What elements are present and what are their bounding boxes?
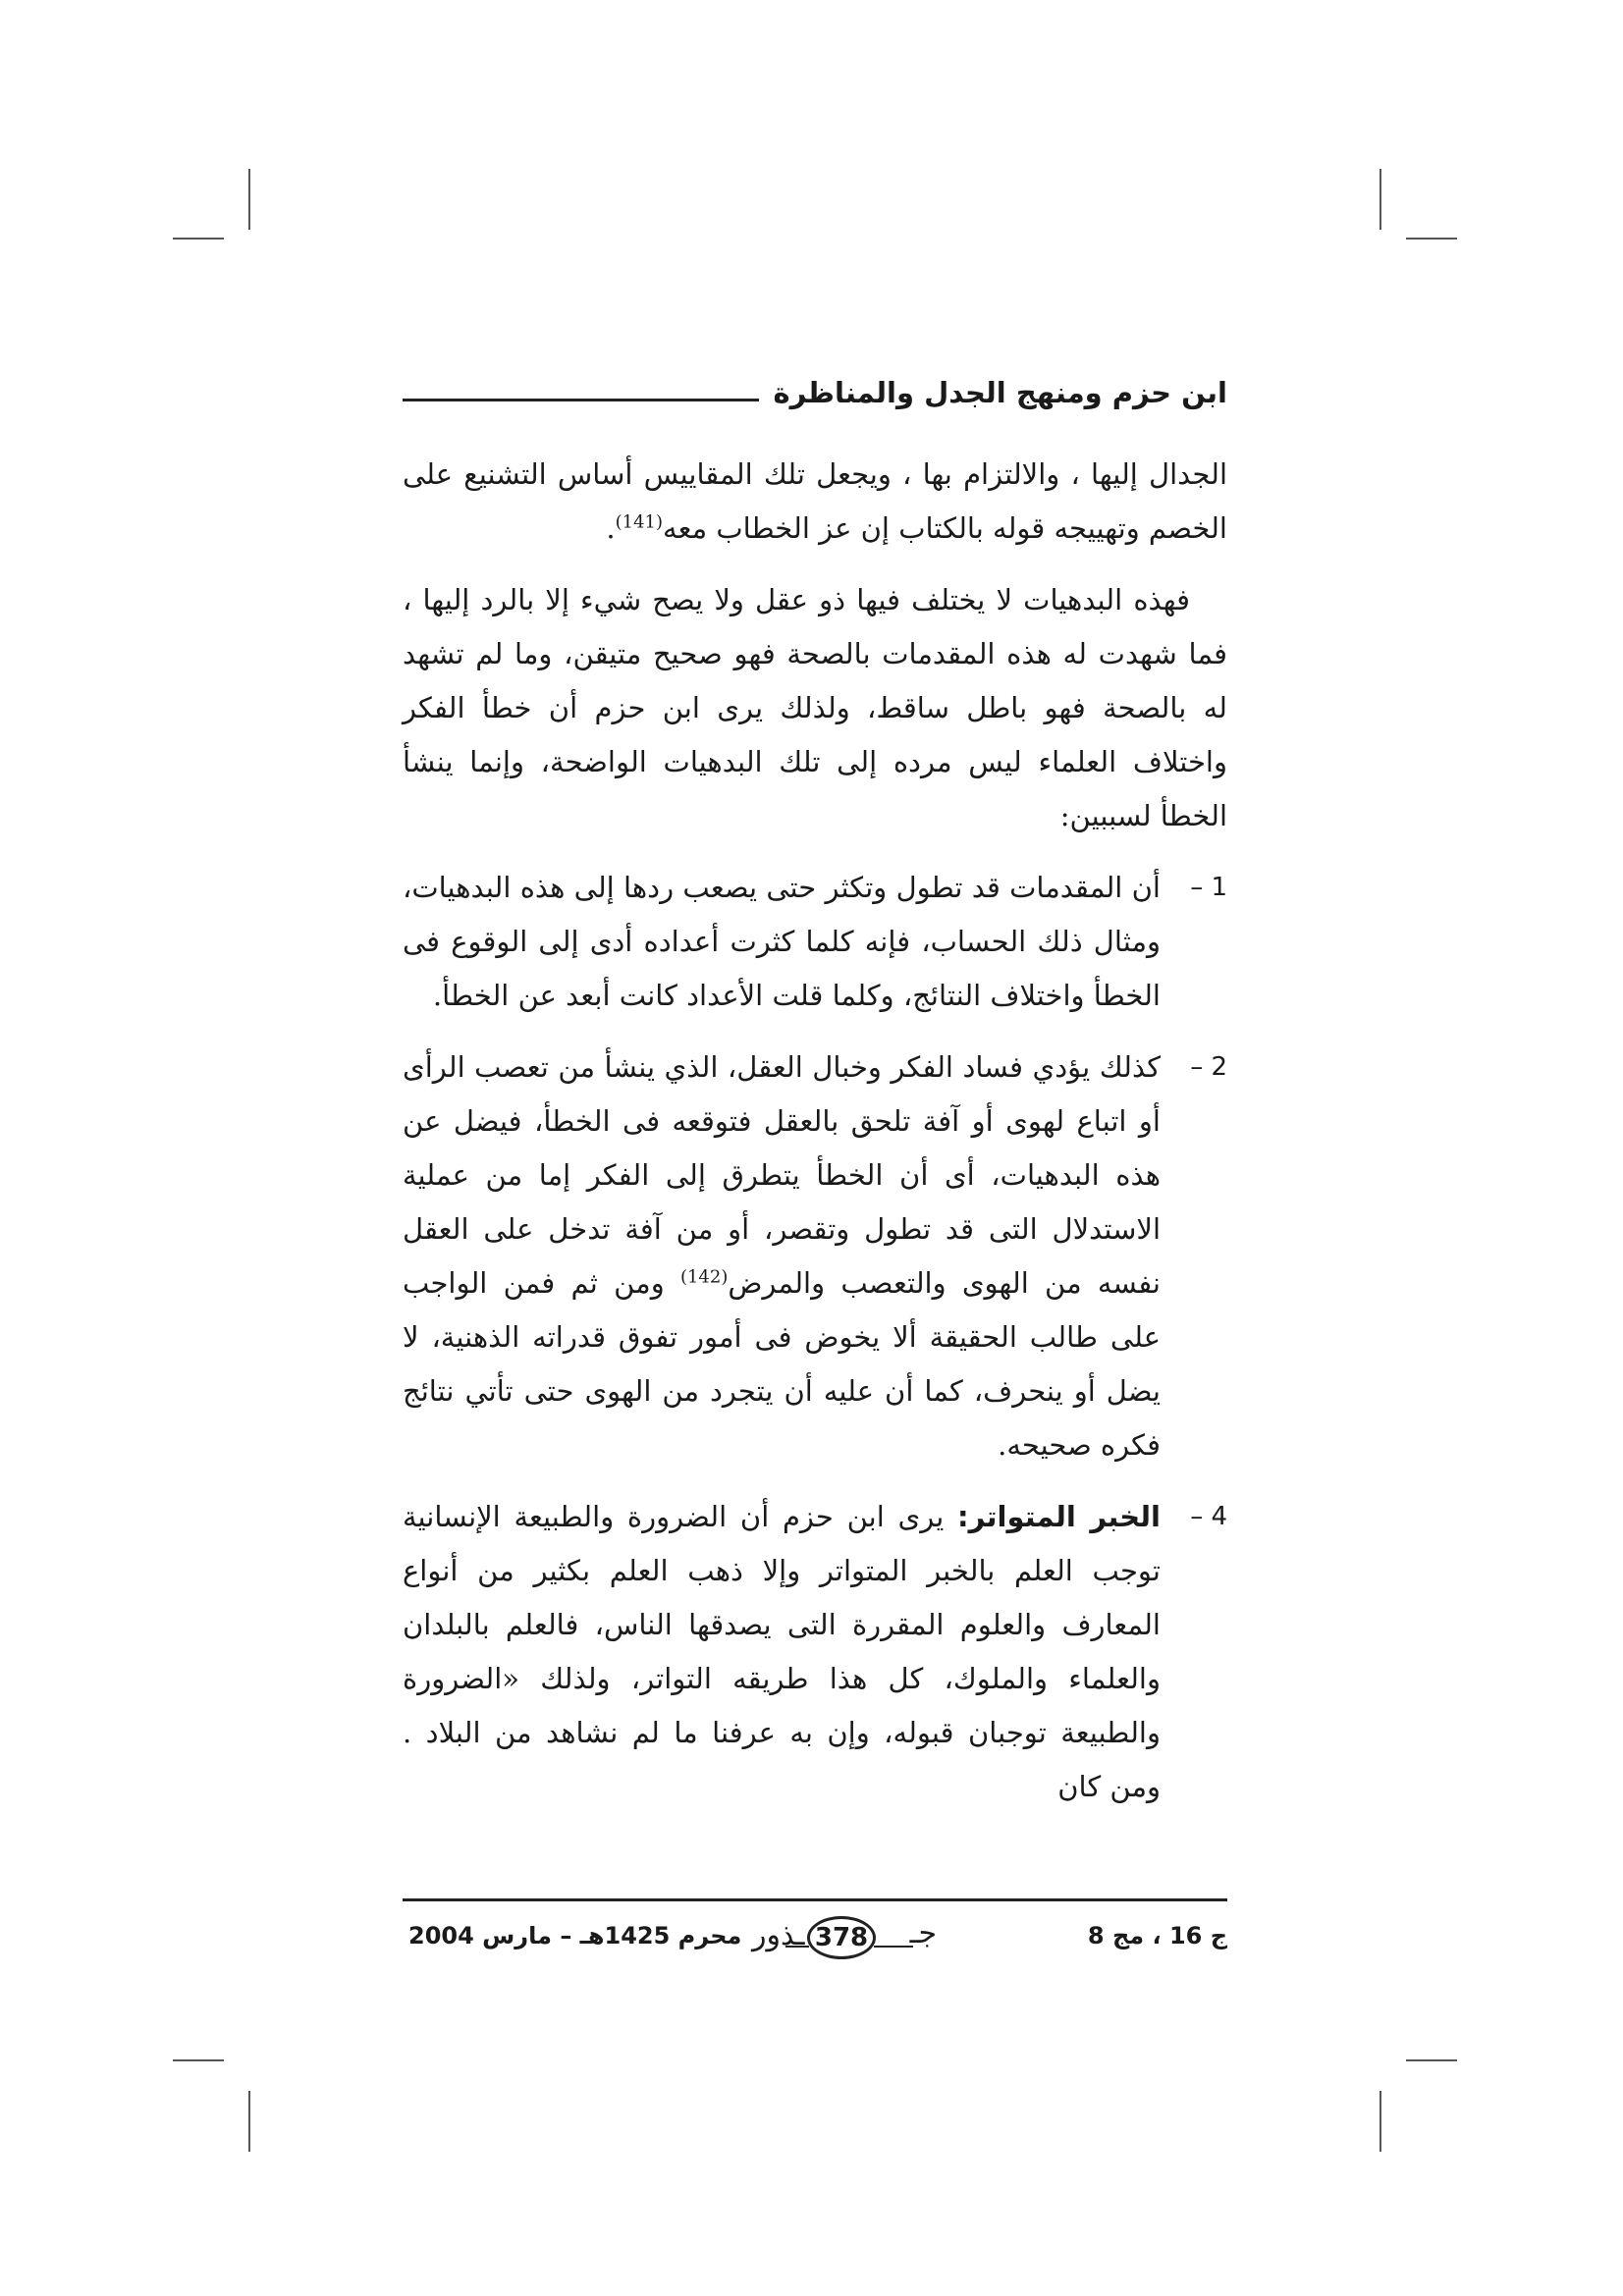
crop-mark-bottom-right-horizontal xyxy=(1406,2059,1457,2061)
emblem-right-stroke xyxy=(874,1946,913,1948)
list-item-4-number: 4 – xyxy=(1190,1502,1227,1531)
list-item-1 xyxy=(403,861,1227,1023)
header-rule xyxy=(403,399,759,401)
list-item-1-text: أن المقدمات قد تطول وتكثر حتى يصعب ردها إلى هذه البدهيات، ومثال ذلك الحساب، فإنه كلما كثرت أعداده أدى إلى الوقوع فى الخطأ واختلاف النتائج، وكلما قلت الأعداد كانت أبعد عن الخطأ. xyxy=(403,871,1161,1012)
page-footer xyxy=(403,1912,1227,1981)
crop-mark-bottom-left-horizontal xyxy=(173,2059,224,2061)
article-body xyxy=(403,448,1227,1832)
crop-mark-top-left-vertical xyxy=(248,169,250,230)
emblem-left-stroke xyxy=(785,1946,809,1948)
paragraph-1-text: الجدال إليها ، والالتزام بها ، ويجعل تلك المقاييس أساس التشنيع على الخصم وتهييجه قوله بالكتاب إن عز الخطاب معه xyxy=(403,457,1227,545)
footnote-ref-142: (142) xyxy=(679,1266,729,1288)
emblem-right-word: جـ xyxy=(909,1916,937,1950)
paragraph-2: فهذه البدهيات لا يختلف فيها ذو عقل ولا يصح شيء إلا بالرد إليها ، فما شهدت له هذه المقدمات بالصحة فهو صحيح متيقن، وما لم تشهد له بالصحة فهو باطل ساقط، ولذلك يرى ابن حزم أن خطأ الفكر واختلاف العلماء ليس مرده إلى تلك البدهيات الواضحة، وإنما ينشأ الخطأ لسببين: xyxy=(403,583,1227,832)
running-header xyxy=(403,365,1227,420)
list-item-2-text xyxy=(403,1041,1161,1472)
journal-page xyxy=(403,365,1227,1952)
footnote-ref-141: (141) xyxy=(615,511,664,533)
list-item-2-text-b: ومن ثم فمن الواجب على طالب الحقيقة ألا يخوض فى أمور تفوق قدراته الذهنية، لا يضل أو ينحرف، كما أن عليه أن يتجرد من الهوى حتى تأتي نتائج فكره صحيحه. xyxy=(403,1266,1161,1462)
list-item-4-term: الخبر المتواتر: xyxy=(957,1500,1161,1533)
crop-mark-top-left-horizontal xyxy=(173,238,224,240)
list-item-4-body: يرى ابن حزم أن الضرورة والطبيعة الإنسانية توجب العلم بالخبر المتواتر وإلا ذهب العلم بكثير من أنواع المعارف والعلوم المقررة التى يصدقها الناس، فالعلم بالبلدان والعلماء والملوك، كل هذا طريقه التواتر، ولذلك «الضرورة والطبيعة توجبان قبوله، وإن به عرفنا ما لم نشاهد من البلاد . ومن كان xyxy=(403,1500,1161,1803)
page-number: 378 xyxy=(807,1916,876,1959)
list-item-4-text xyxy=(403,1490,1161,1814)
footer-issue: ج 16 ، مج 8 xyxy=(1087,1922,1227,1949)
paragraph-1 xyxy=(403,448,1227,556)
footer-date: محرم 1425هـ – مارس 2004 xyxy=(408,1922,742,1949)
list-item-2-number: 2 – xyxy=(1190,1052,1227,1082)
crop-mark-bottom-left-vertical xyxy=(248,2091,250,2152)
journal-emblem xyxy=(752,1912,937,1967)
list-item-2-text-a: كذلك يؤدي فساد الفكر وخبال العقل، الذي ينشأ من تعصب الرأى أو اتباع لهوى أو آفة تلحق بالعقل فتوقعه فى الخطأ، فيضل عن هذه البدهيات، أى أن الخطأ يتطرق إلى الفكر إما من عملية الاستدلال التى قد تطول وتقصر، أو من آفة تدخل على العقل نفسه من الهوى والتعصب والمرض xyxy=(403,1050,1161,1300)
crop-mark-top-right-vertical xyxy=(1380,169,1381,230)
running-header-title: ابن حزم ومنهج الجدل والمناظرة xyxy=(773,376,1227,409)
crop-mark-top-right-horizontal xyxy=(1406,238,1457,240)
paragraph-1-end: . xyxy=(606,511,616,545)
list-item-1-number: 1 – xyxy=(1190,873,1227,902)
list-item-2 xyxy=(403,1041,1227,1472)
footer-rule xyxy=(403,1898,1227,1901)
list-item-4 xyxy=(403,1490,1227,1814)
crop-mark-bottom-right-vertical xyxy=(1380,2091,1381,2152)
emblem-left-word: ـذور xyxy=(752,1918,805,1952)
